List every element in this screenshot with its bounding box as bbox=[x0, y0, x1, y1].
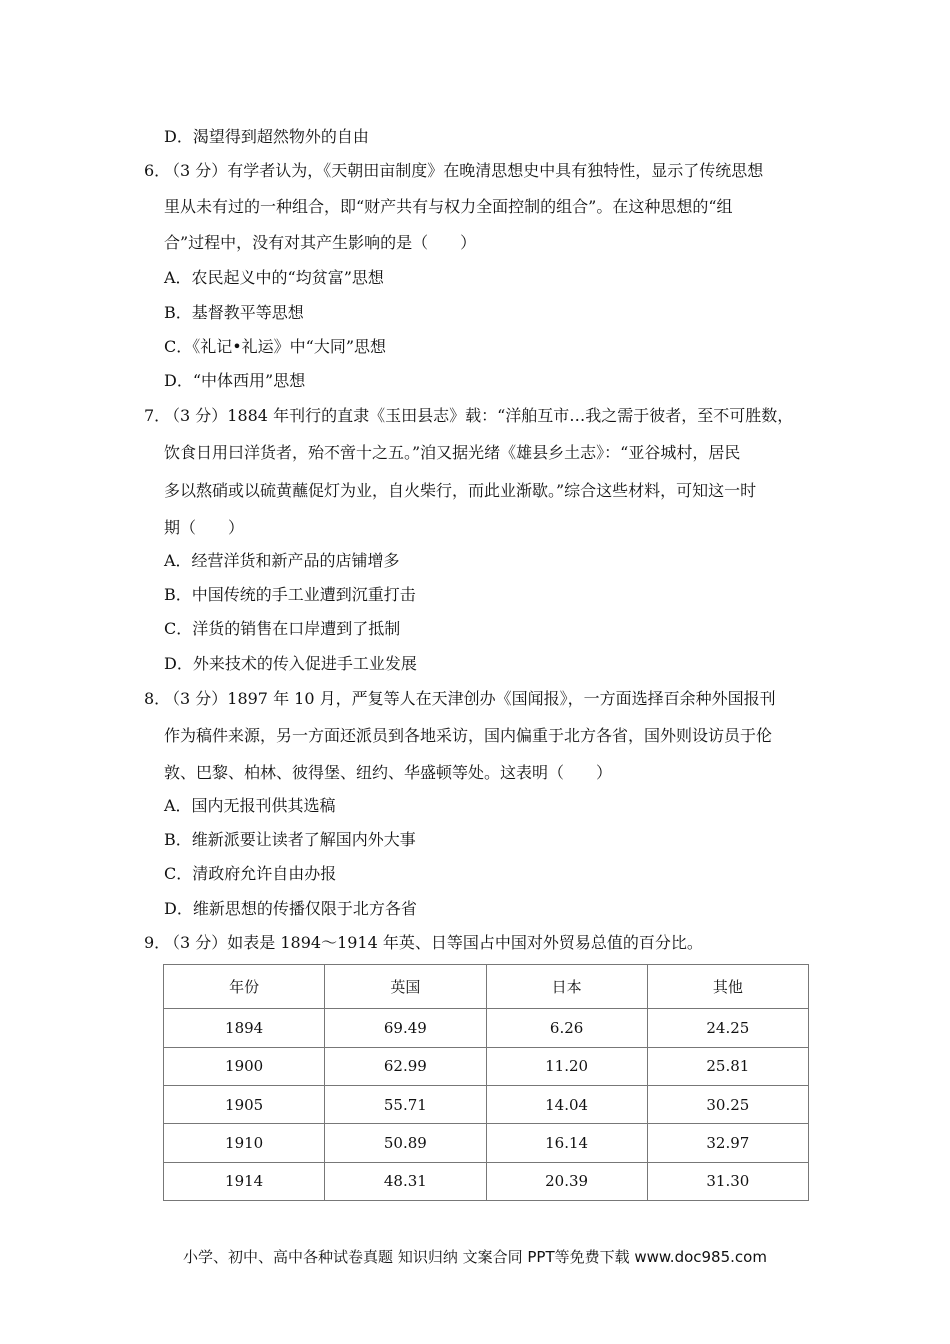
table-cell: 48.31 bbox=[325, 1162, 486, 1200]
table-cell: 30.25 bbox=[647, 1086, 808, 1124]
option-b: B．维新派要让读者了解国内外大事 bbox=[164, 830, 416, 849]
option-c: C．清政府允许自由办报 bbox=[164, 864, 337, 883]
table-row bbox=[164, 1124, 809, 1162]
table-cell: 32.97 bbox=[647, 1124, 808, 1162]
question-number: 7． bbox=[144, 406, 171, 425]
table-row bbox=[164, 1047, 809, 1085]
table-cell: 1894 bbox=[164, 1009, 325, 1047]
question-text-line: 作为稿件来源，另一方面还派员到各地采访，国内偏重于北方各省，国外则设访员于伦 bbox=[164, 726, 773, 745]
question-text-line: （3 分）如表是 1894～1914 年英、日等国占中国对外贸易总值的百分比。 bbox=[164, 933, 703, 952]
table-cell: 1914 bbox=[164, 1162, 325, 1200]
question-text-line: （3 分）1884 年刊行的直隶《玉田县志》载：“洋舶互市…我之需于彼者，至不可胜数， bbox=[164, 406, 794, 425]
table-row bbox=[164, 1009, 809, 1047]
table-cell: 20.39 bbox=[486, 1162, 647, 1200]
option-a: A．农民起义中的“均贫富”思想 bbox=[164, 268, 384, 287]
question-text-line: 期（ ） bbox=[164, 518, 245, 537]
table-row bbox=[164, 1162, 809, 1200]
table-row bbox=[164, 1086, 809, 1124]
question-number: 9． bbox=[144, 933, 171, 952]
question-text-line: 合”过程中，没有对其产生影响的是（ ） bbox=[164, 233, 477, 252]
trade-share-table bbox=[163, 964, 809, 1201]
option-c: C．《礼记•礼运》中“大同”思想 bbox=[164, 337, 387, 356]
table-cell: 14.04 bbox=[486, 1086, 647, 1124]
question-text-line: 多以熬硝或以硫黄蘸促灯为业，自火柴行，而此业渐歇。”综合这些材料，可知这一时 bbox=[164, 481, 757, 500]
option-c: C．洋货的销售在口岸遭到了抵制 bbox=[164, 619, 401, 638]
footer-text: 小学、初中、高中各种试卷真题 知识归纳 文案合同 PPT等免费下载 www.doc985.com bbox=[183, 1248, 767, 1266]
question-number: 6． bbox=[144, 161, 171, 180]
table-cell: 1900 bbox=[164, 1047, 325, 1085]
option-d: D．外来技术的传入促进手工业发展 bbox=[164, 654, 417, 673]
question-text-line: （3 分）有学者认为，《天朝田亩制度》在晚清思想史中具有独特性，显示了传统思想 bbox=[164, 161, 764, 180]
table-header-cell: 其他 bbox=[647, 965, 808, 1009]
table-header-row bbox=[164, 965, 809, 1009]
question-text-line: 饮食日用曰洋货者，殆不啻十之五。”洎又据光绪《雄县乡土志》：“亚谷城村，居民 bbox=[164, 443, 741, 462]
table-header-cell: 年份 bbox=[164, 965, 325, 1009]
question-text-line: 里从未有过的一种组合，即“财产共有与权力全面控制的组合”。在这种思想的“组 bbox=[164, 197, 733, 216]
table-cell: 1910 bbox=[164, 1124, 325, 1162]
table-cell: 31.30 bbox=[647, 1162, 808, 1200]
table-cell: 16.14 bbox=[486, 1124, 647, 1162]
table-header-cell: 日本 bbox=[486, 965, 647, 1009]
option-b: B．基督教平等思想 bbox=[164, 303, 304, 322]
table-cell: 1905 bbox=[164, 1086, 325, 1124]
option-a: A．国内无报刊供其选稿 bbox=[164, 796, 336, 815]
option-b: B．中国传统的手工业遭到沉重打击 bbox=[164, 585, 416, 604]
table-cell: 55.71 bbox=[325, 1086, 486, 1124]
table-cell: 6.26 bbox=[486, 1009, 647, 1047]
question-number: 8． bbox=[144, 689, 171, 708]
table-cell: 24.25 bbox=[647, 1009, 808, 1047]
question-text-line: （3 分）1897 年 10 月，严复等人在天津创办《国闻报》，一方面选择百余种外国报刊 bbox=[164, 689, 776, 708]
table-cell: 11.20 bbox=[486, 1047, 647, 1085]
table-cell: 25.81 bbox=[647, 1047, 808, 1085]
table-cell: 69.49 bbox=[325, 1009, 486, 1047]
option-d: D．渴望得到超然物外的自由 bbox=[164, 127, 369, 146]
table-cell: 62.99 bbox=[325, 1047, 486, 1085]
option-d: D．“中体西用”思想 bbox=[164, 371, 306, 390]
table-cell: 50.89 bbox=[325, 1124, 486, 1162]
question-text-line: 敦、巴黎、柏林、彼得堡、纽约、华盛顿等处。这表明（ ） bbox=[164, 763, 613, 782]
table-header-cell: 英国 bbox=[325, 965, 486, 1009]
option-d: D．维新思想的传播仅限于北方各省 bbox=[164, 899, 417, 918]
option-a: A．经营洋货和新产品的店铺增多 bbox=[164, 551, 400, 570]
